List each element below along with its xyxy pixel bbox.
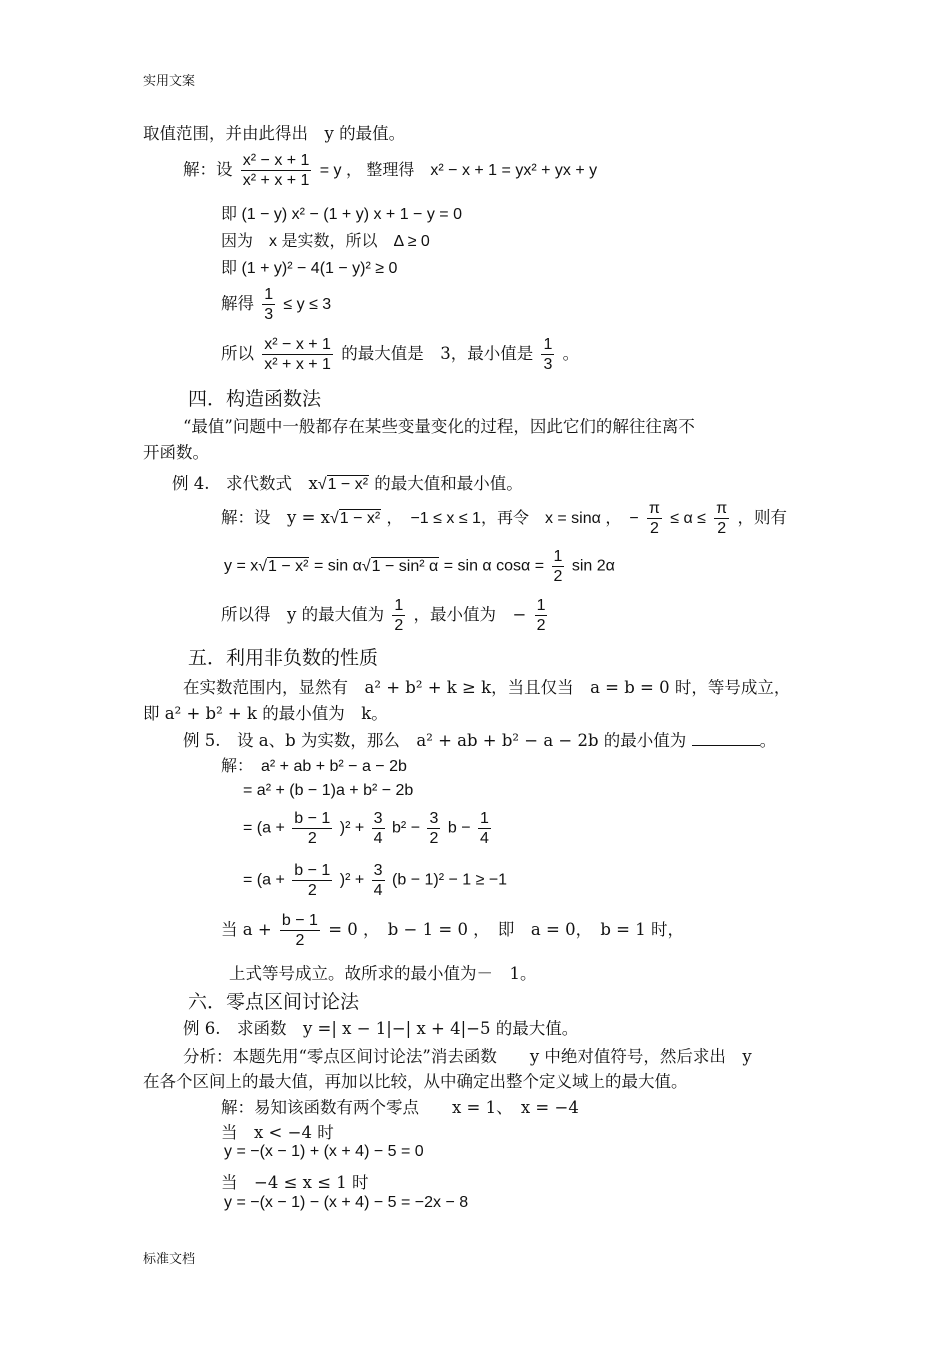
math-line: 因为 x 是实数，所以 Δ ≥ 0 — [221, 233, 430, 250]
section-heading: 四．构造函数法 — [188, 388, 322, 410]
math-line: 当 x < −4 时 — [221, 1123, 334, 1142]
math-line: 即 (1 + y)² − 4(1 − y)² ≥ 0 — [221, 260, 398, 277]
fraction: $\frac{3}{4}$ — [373, 810, 383, 847]
fraction: $\frac{3}{4}$ — [373, 862, 383, 899]
paragraph-line: 分析：本题先用“零点区间讨论法”消去函数 y 中绝对值符号，然后求出 y — [183, 1047, 752, 1066]
fraction: $\frac{3}{2}$ — [429, 810, 439, 847]
math-line: 当 −4 ≤ x ≤ 1 时 — [221, 1173, 369, 1192]
math-line: = (a + $\frac{b - 1}{2}$ )² + $\frac{3}{4}$ (b − 1)² − 1 ≥ −1 — [243, 862, 508, 899]
fraction: $\frac{1}{3}$ — [543, 336, 553, 373]
paragraph-line: “最值”问题中一般都存在某些变量变化的过程，因此它们的解往往离不 — [183, 417, 695, 436]
sqrt-icon: √1 − sin² α — [361, 557, 439, 575]
math-line: = (a + $\frac{b - 1}{2}$ )² + $\frac{3}{4}$ b² − $\frac{3}{2}$ b − $\frac{1}{4}$ — [243, 810, 489, 847]
example-line: 例 6. 求函数 y =| x − 1|−| x + 4|−5 的最大值。 — [183, 1019, 579, 1038]
math-line: y = x√1 − x² = sin α√1 − sin² α = sin α cosα = $\frac{1}{2}$ sin 2α — [224, 548, 615, 585]
fraction: $\frac{1}{4}$ — [479, 810, 489, 847]
page-header: 实用文案 — [143, 74, 196, 89]
paragraph-line: 即 a² + b² + k 的最小值为 k。 — [143, 704, 388, 723]
fraction: $\frac{\pi}{2}$ — [716, 500, 728, 537]
paragraph-line: 在实数范围内，显然有 a² + b² + k ≥ k，当且仅当 a = b = 0 时，等号成立， — [183, 678, 791, 697]
fraction: $\frac{b - 1}{2}$ — [294, 862, 331, 899]
sqrt-icon: √1 − x² — [258, 557, 309, 575]
fraction: $\frac{1}{2}$ — [394, 597, 404, 634]
math-line: 当 a + $\frac{b - 1}{2}$ = 0 ， b − 1 = 0 ， 即 a = 0， b = 1 时， — [221, 912, 684, 949]
solution-line: 解：设 y = x√1 − x² ， −1 ≤ x ≤ 1，再令 x = sinα ， − $\frac{\pi}{2}$ ≤ α ≤ $\frac{\pi}{2}$ ，则有 — [221, 500, 787, 537]
page-footer: 标准文档 — [143, 1252, 196, 1267]
fraction: $\frac{b - 1}{2}$ — [281, 912, 318, 949]
solution-line: 解：易知该函数有两个零点 x = 1、 x = −4 — [221, 1098, 579, 1117]
text-line: 取值范围，并由此得出 y 的最值。 — [143, 124, 406, 143]
paragraph-line: 在各个区间上的最大值，再加以比较，从中确定出整个定义域上的最大值。 — [143, 1072, 688, 1091]
example-line: 例 4. 求代数式 x√1 − x² 的最大值和最小值。 — [172, 474, 523, 493]
fraction: $\frac{\text{x² − x + 1}}{\text{x² + x + 1}}$ — [264, 336, 331, 373]
math-line: 所以 $\frac{\text{x² − x + 1}}{\text{x² + x + 1}}$ 的最大值是 3，最小值是 $\frac{1}{3}$ 。 — [221, 336, 580, 373]
solution-line: 解：设 $\frac{\text{x² − x + 1}}{\text{x² + x + 1}}$ = y ， 整理得 x² − x + 1 = yx² + yx + y — [183, 152, 598, 189]
fraction: $\frac{1}{2}$ — [553, 548, 563, 585]
result-line: 所以得 y 的最大值为 $\frac{1}{2}$ ，最小值为 − $\frac{1}{2}$ — [221, 597, 546, 634]
math-line: = a² + (b − 1)a + b² − 2b — [243, 782, 414, 799]
section-heading: 五．利用非负数的性质 — [188, 647, 379, 669]
sqrt-icon: √1 − x² — [317, 476, 369, 493]
math-line: 即 (1 − y) x² − (1 + y) x + 1 − y = 0 — [221, 206, 462, 223]
fraction: $\frac{\text{x² − x + 1}}{\text{x² + x + 1}}$ — [242, 152, 310, 189]
math-line: 解： a² + ab + b² − a − 2b — [221, 758, 407, 775]
fraction: $\frac{b - 1}{2}$ — [294, 810, 331, 847]
example-line: 例 5. 设 a、b 为实数，那么 a² + ab + b² − a − 2b 的最小值为 。 — [183, 731, 777, 750]
answer-blank — [692, 733, 760, 746]
math-line: y = −(x − 1) + (x + 4) − 5 = 0 — [224, 1143, 424, 1160]
sqrt-icon: √1 − x² — [329, 510, 381, 527]
paragraph-line: 开函数。 — [143, 443, 209, 462]
math-line: 解得 $\frac{1}{3}$ ≤ y ≤ 3 — [221, 286, 332, 323]
fraction: $\frac{1}{3}$ — [264, 286, 274, 323]
section-heading: 六．零点区间讨论法 — [188, 991, 360, 1013]
math-line: y = −(x − 1) − (x + 4) − 5 = −2x − 8 — [224, 1194, 469, 1211]
fraction: $\frac{1}{2}$ — [536, 597, 546, 634]
fraction: $\frac{\pi}{2}$ — [648, 500, 660, 537]
text-line: 上式等号成立。故所求的最小值为－ 1。 — [229, 964, 537, 983]
